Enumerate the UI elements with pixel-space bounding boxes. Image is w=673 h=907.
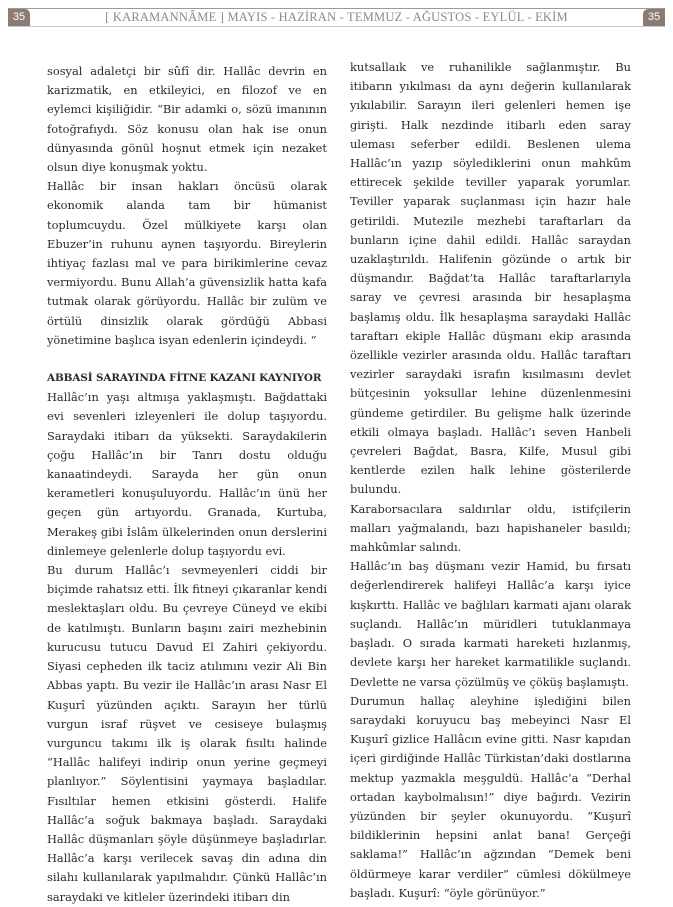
paragraph: Hallâc’ın yaşı altmışa yaklaşmıştı. Bağdattaki evi sevenleri izleyenleri ile dolup taşıyordu. Saraydaki itibarı da yüksekti. Saraydakilerin çoğu Hallâc’ın bir Tanrı dostu olduğu kanaatindeydi. Sarayda her gün onun kerametleri konuşuluyordu. Hallâc’ın ünü her geçen gün artıyordu. Granada, Kurtuba, Merakeş gibi İslâm ülkelerinden onun derslerini dinlemeye gelenlerle dolup taşıyordu evi.	[47, 390, 327, 558]
paragraph: kutsallaık ve ruhanilikle sağlanmıştır. Bu itibarın yıkılması da aynı değerin kullanılarak yıkılabilir. Sarayın ileri gelenleri hemen işe girişti. Halk nezdinde itibarlı eden saray uleması seferber edildi. Beslenen ulema Hallâc’ın yazıp söylediklerini onun mahkûm ettirecek şekilde teviller yaparak yorumlar. Teviller yaparak suçlanması için hazır hale getirildi. Mutezile mezhebi taraftarları da bunların içine dahil edildi. Hallâc saraydan uzaklaştırıldı. Halifenin gözünde o artık bir düşmandır. Bağdat’ta Hallâc taraftarlarıyla saray ve çevresi arasında bir hesaplaşma başlamış oldu. İlk hesaplaşma saraydaki Hallâc taraftarı ekiple Hallâc düşmanı ekip arasında özellikle vezirler arasında oldu. Hallâc taraftarı vezirler saraydaki israfın kısılmasını devlet bütçesinin yoksullar lehine düzenlenmesini gündeme getirdiler. Bu gelişme halk üzerinde etkili olmaya başladı. Hallâc’ı seven Hanbeli çevreleri Bağdat, Basra, Kilfe, Musul gibi kentlerde ezilen halk lehine gösterilerde bulundu.	[350, 60, 631, 497]
page-number-right: 35	[643, 9, 665, 26]
page-header	[8, 8, 665, 27]
paragraph: sosyal adaletçi bir sûfî dir. Hallâc devrin en karizmatik, en etkileyici, en filozof ve en eylemci kişiliğidir. “Bir adamki o, sözü imanının fotoğrafıydı. Söz konusu olan hak ise onun dünyasında gönül hoşnut etmek için nezaket olsun diye konuşmak yoktu.	[47, 64, 327, 175]
page-number-left: 35	[8, 9, 30, 26]
paragraph: Hallâc bir insan hakları öncüsü olarak ekonomik alanda tam bir hümanist toplumcuydu. Özel mülkiyete karşı olan Ebuzer’in ruhunu aynen taşıyordu. Bireylerin ihtiyaç fazlası mal ve para birikimlerine cevaz vermiyordu. Bunu Allah’a güvensizlik hatta kafa tutmak olarak görüyordu. Hallâc bir zulüm ve örtülü dinsizlik olarak gördüğü Abbasi yönetimine başlıca isyan edenlerin içindeydi. “	[47, 179, 327, 347]
paragraph: Karaborsacılara saldırılar oldu, istifçilerin malları yağmalandı, bazı hapishaneler basıldı; mahkûmlar salındı.	[350, 501, 631, 555]
paragraph: Hallâc’ın baş düşmanı vezir Hamid, bu fırsatı değerlendirerek halifeyi Hallâc’a karşı iyice kışkırttı. Hallâc ve bağlıları karmati ajanı olarak suçlandı. Hallâc’ın müridleri tutuklanmaya başladı. O sırada karmati hareketi hızlanmış, devlete karşı her hareket karmatilikle suçlandı. Devlette ne varsa çözülmüş ve çöküş başlamıştı.	[350, 559, 631, 689]
spacer	[47, 350, 327, 369]
running-header-title: [ KARAMANNÂME ] MAYIS - HAZİRAN - TEMMUZ - AĞUSTOS - EYLÜL - EKİM	[105, 10, 568, 24]
paragraph: Bu durum Hallâc’ı sevmeyenleri ciddi bir biçimde rahatsız etti. İlk fitneyi çıkaranlar kendi meslektaşları oldu. Bu çevreye Cüneyd ve ekibi de katılmıştı. Bunların başını zairi mezhebinin kurucusu tutucu Davud El Zahiri çekiyordu. Siyasi cepheden ilk taciz atılımını vezir Ali Bin Abbas yaptı. Bu vezir ile Hallâc’ın arası Nasr El Kuşurî yüzünden açıktı. Sarayın her türlü vurgun israf rüşvet ve cesiseye bulaşmış vurguncu takımı ilk iş olarak fısıltı halinde “Hallâc halifeyi indirip onun yerine geçmeyi planlıyor.” Söylentisini yaymaya başladılar. Fısıltılar hemen etkisini gösterdi. Halife Hallâc’a soğuk bakmaya başladı. Saraydaki Hallâc düşmanları şöyle düşünmeye başladırlar. Hallâc’a karşı verilecek savaş din adına din silahı kullanılarak yapılmalıdır. Çünkü Hallâc’ın saraydaki ve kitleler üzerindeki itibarı din	[47, 563, 327, 904]
left-column	[47, 62, 327, 907]
paragraph: Durumun hallaç aleyhine işlediğini bilen saraydaki koruyucu baş mebeyinci Nasr El Kuşurî gizlice Hallâcın evine gitti. Nasr kapıdan içeri girdiğinde Hallâc Türkistan’daki dostlarına mektup yazmakla meşguldü. Hallâc’a “Derhal ortadan kaybolmalısın!” diye bağırdı. Vezirin yüzünden bir şeyler okunuyordu. “Kuşurî bildiklerinin hepsini anlat bana! Gerçeği saklama!” Hallâc’ın ağzından “Demek beni öldürmeye karar verdiler” cümlesi dökülmeye başladı. Kuşurî: “öyle görünüyor.”	[350, 693, 631, 900]
right-column	[350, 58, 631, 903]
section-heading: ABBASİ SARAYINDA FİTNE KAZANI KAYNIYOR	[47, 372, 322, 385]
